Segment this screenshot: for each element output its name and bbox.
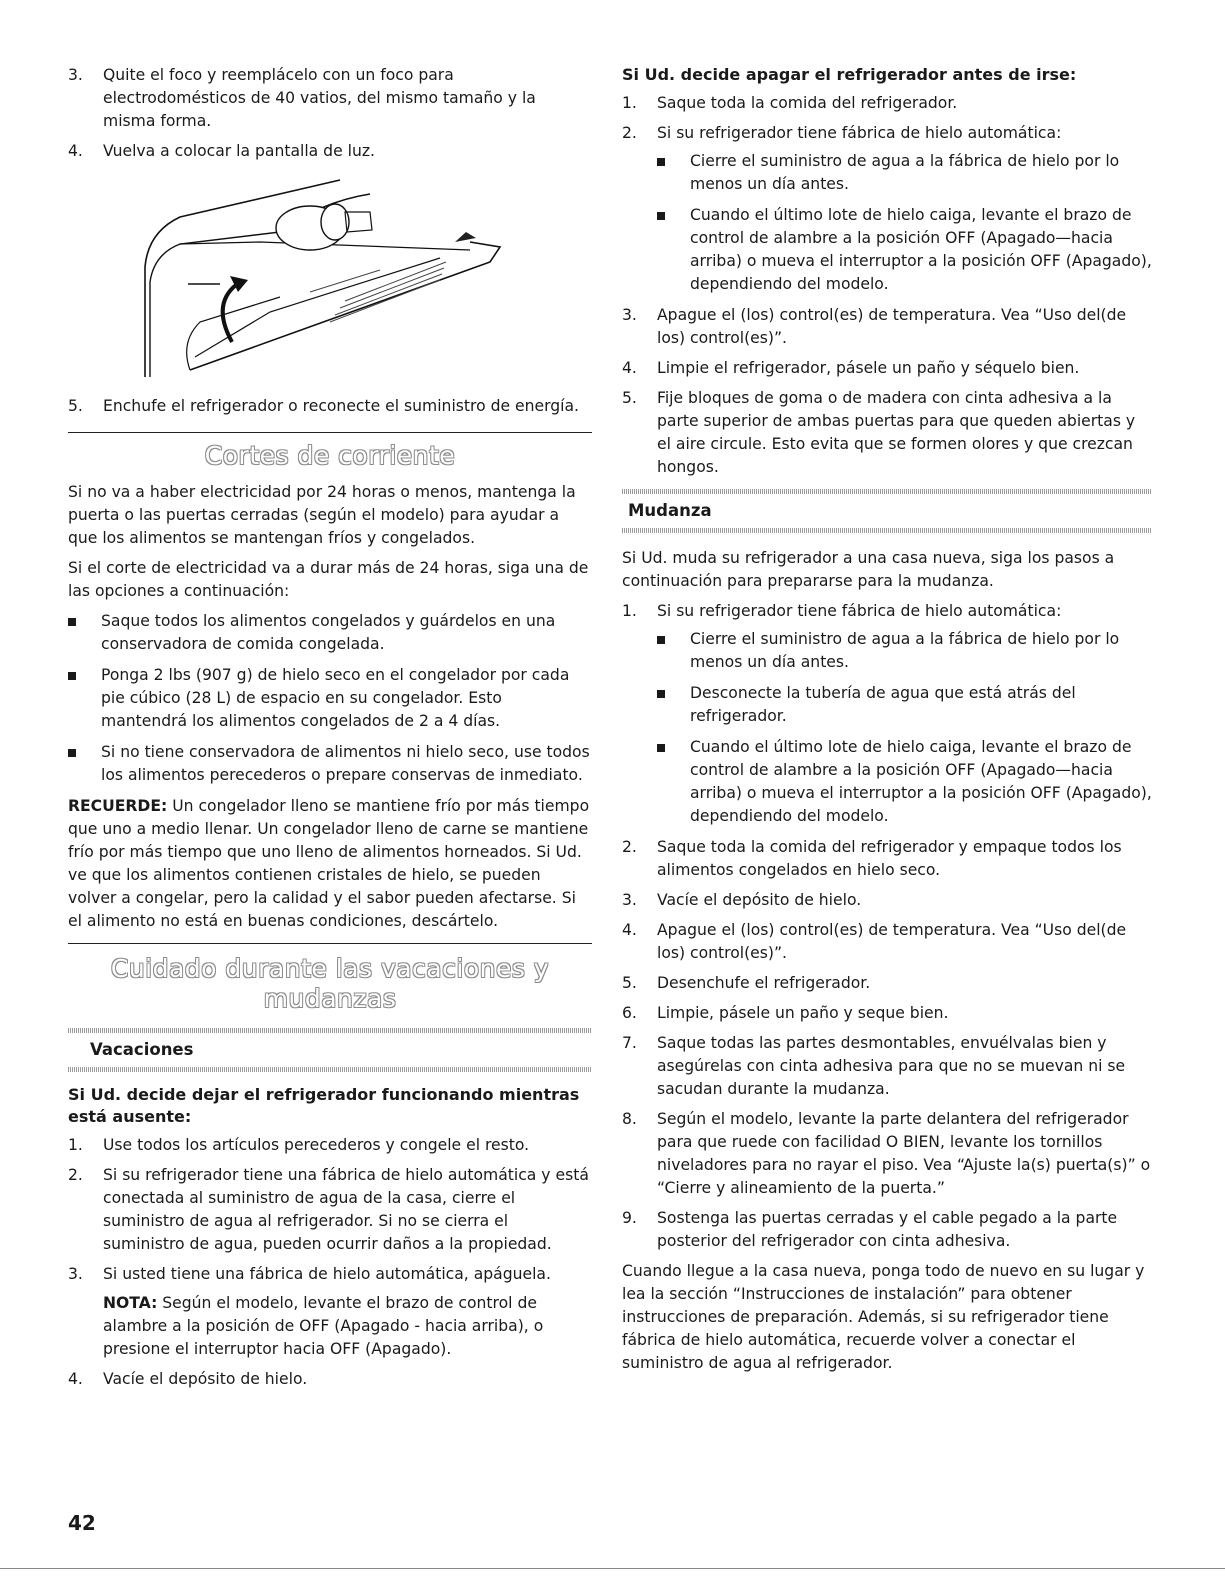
vacations-heading: Vacaciones (90, 1040, 194, 1059)
list-item: 4. Limpie el refrigerador, pásele un paño y séquelo bien. (622, 359, 1080, 377)
list-item: Cierre el suministro de agua a la fábrica de hielo por lo menos un día antes. (657, 150, 1152, 196)
list-item: 3. Apague el (los) control(es) de temperatura. Vea “Uso del(de los) control(es)”. (622, 306, 1127, 347)
running-heading: Si Ud. decide dejar el refrigerador funcionando mientras está ausente: (68, 1085, 580, 1126)
moving-intro: Si Ud. muda su refrigerador a una casa nueva, siga los pasos a continuación para prepararse para la mudanza. (622, 549, 1115, 590)
power-outage-options (68, 610, 592, 787)
moving-closing: Cuando llegue a la casa nueva, ponga todo de nuevo en su lugar y lea la sección “Instrucciones de instalación” para obtener instrucciones de preparación. Además, si su refrigerador tiene fábrica de hielo automática, recuerde volver a conectar el suministro de agua al refrigerador. (622, 1262, 1145, 1372)
list-item: 1. Use todos los artículos perecederos y congele el resto. (68, 1136, 530, 1154)
plug-step (68, 395, 592, 418)
list-item: 2. Si su refrigerador tiene una fábrica de hielo automática y está conectada al suministro de agua de la casa, cierre el suministro de agua al refrigerador. Si no se cierra el suministro de agua, pueden ocurrir daños a la propiedad. (68, 1166, 589, 1253)
list-item: 1. Si su refrigerador tiene fábrica de hielo automática: Cierre el suministro de agua a la fábrica de hielo por lo menos un día antes. Desconecte la tubería de agua que está atrás del refrigerador. Cuando el último lote de hielo caiga, levante el brazo de control de alambre a la posición OFF (Apagado—hacia arriba) o mueva el interruptor a la posición OFF (Apagado), dependiendo del modelo. (622, 600, 1152, 828)
note: NOTA: Según el modelo, levante el brazo de control de alambre a la posición de OFF (Apagado - hacia arriba), o presione el interruptor hacia OFF (Apagado). (103, 1294, 544, 1358)
list-item: 2. Si su refrigerador tiene fábrica de hielo automática: Cierre el suministro de agua a la fábrica de hielo por lo menos un día antes. Cuando el último lote de hielo caiga, levante el brazo de control de alambre a la posición OFF (Apagado—hacia arriba) o mueva el interruptor a la posición OFF (Apagado), dependiendo del modelo. (622, 122, 1152, 296)
moving-steps (622, 600, 1152, 1253)
light-shield-illustration (140, 172, 520, 382)
list-item: Cierre el suministro de agua a la fábrica de hielo por lo menos un día antes. (657, 628, 1152, 674)
list-item: 4. Apague el (los) control(es) de temperatura. Vea “Uso del(de los) control(es)”. (622, 921, 1127, 962)
list-item: 7. Saque todas las partes desmontables, envuélvalas bien y asegúrelas con cinta adhesiva para que no se muevan ni se sacudan durante la mudanza. (622, 1034, 1126, 1098)
list-item: Ponga 2 lbs (907 g) de hielo seco en el congelador por cada pie cúbico (28 L) de espacio en su congelador. Esto mantendrá los alimentos congelados de 2 a 4 días. (68, 664, 592, 733)
list-item: 3. Si usted tiene una fábrica de hielo automática, apáguela. NOTA: Según el modelo, levante el brazo de control de alambre a la posición de OFF (Apagado - hacia arriba), o presione el interruptor hacia OFF (Apagado). (68, 1263, 592, 1361)
running-steps (68, 1134, 592, 1391)
list-item: 6. Limpie, pásele un paño y seque bien. (622, 1004, 949, 1022)
hatch-divider (68, 1067, 592, 1072)
list-item: 1. Saque toda la comida del refrigerador. (622, 94, 958, 112)
list-item: Desconecte la tubería de agua que está atrás del refrigerador. (657, 682, 1152, 728)
list-item: 5. Fije bloques de goma o de madera con cinta adhesiva a la parte superior de ambas puertas para que queden abiertas y el aire circule. Esto evita que se formen olores y que crezcan hongos. (622, 389, 1136, 476)
note-label: NOTA: (103, 1294, 158, 1312)
ice-maker-bullets (657, 628, 1152, 828)
turn-off-heading: Si Ud. decide apagar el refrigerador antes de irse: (622, 65, 1077, 84)
ice-maker-bullets (657, 150, 1152, 296)
left-column (68, 64, 592, 1398)
page-bottom-rule (0, 1568, 1225, 1569)
list-item: 4. Vacíe el depósito de hielo. (68, 1370, 308, 1388)
list-item: 2. Saque toda la comida del refrigerador y empaque todos los alimentos congelados en hielo seco. (622, 838, 1122, 879)
power-outage-title: Cortes de corriente (204, 441, 456, 470)
list-item: 5. Desenchufe el refrigerador. (622, 974, 871, 992)
remember-paragraph: RECUERDE: Un congelador lleno se mantiene frío por más tiempo que uno a medio llenar. Un congelador lleno de carne se mantiene frío por más tiempo que uno lleno de alimentos horneados. Si Ud. ve que los alimentos contienen cristales de hielo, se pueden volver a congelar, pero la calidad y el sabor pueden afectarse. Si el alimento no está en buenas condiciones, descártelo. (68, 797, 590, 930)
list-item: 4. Vuelva a colocar la pantalla de luz. (68, 142, 375, 160)
bulb-steps (68, 64, 592, 163)
power-outage-paragraph: Si no va a haber electricidad por 24 horas o menos, mantenga la puerta o las puertas cerradas (según el modelo) para ayudar a que los alimentos se mantengan fríos y congelados. (68, 483, 576, 547)
list-item: Cuando el último lote de hielo caiga, levante el brazo de control de alambre a la posición OFF (Apagado—hacia arriba) o mueva el interruptor a la posición OFF (Apagado), dependiendo del modelo. (657, 736, 1152, 828)
list-item: 8. Según el modelo, levante la parte delantera del refrigerador para que ruede con facilidad O BIEN, levante los tornillos niveladores para no rayar el piso. Vea “Ajuste la(s) puerta(s)” o “Cierre y alineamiento de la puerta.” (622, 1110, 1151, 1197)
remember-label: RECUERDE: (68, 797, 168, 815)
list-item: Saque todos los alimentos congelados y guárdelos en una conservadora de comida congelada. (68, 610, 592, 656)
hatch-divider (622, 528, 1152, 533)
moving-heading: Mudanza (628, 501, 712, 520)
vacation-moving-title: Cuidado durante las vacaciones y mudanzas (110, 954, 550, 1013)
right-column (622, 64, 1152, 1382)
list-item: Si no tiene conservadora de alimentos ni hielo seco, use todos los alimentos perecederos o prepare conservas de inmediato. (68, 741, 592, 787)
power-outage-paragraph: Si el corte de electricidad va a durar más de 24 horas, siga una de las opciones a continuación: (68, 559, 589, 600)
turn-off-steps (622, 92, 1152, 479)
divider (68, 432, 592, 433)
list-item: 5. Enchufe el refrigerador o reconecte el suministro de energía. (68, 397, 579, 415)
list-item: 9. Sostenga las puertas cerradas y el cable pegado a la parte posterior del refrigerador con cinta adhesiva. (622, 1209, 1118, 1250)
list-item: 3. Quite el foco y reemplácelo con un foco para electrodomésticos de 40 vatios, del mismo tamaño y la misma forma. (68, 66, 536, 130)
list-item: 3. Vacíe el depósito de hielo. (622, 891, 862, 909)
divider (68, 943, 592, 944)
page-number: 42 (68, 1511, 96, 1535)
list-item: Cuando el último lote de hielo caiga, levante el brazo de control de alambre a la posición OFF (Apagado—hacia arriba) o mueva el interruptor a la posición OFF (Apagado), dependiendo del modelo. (657, 204, 1152, 296)
